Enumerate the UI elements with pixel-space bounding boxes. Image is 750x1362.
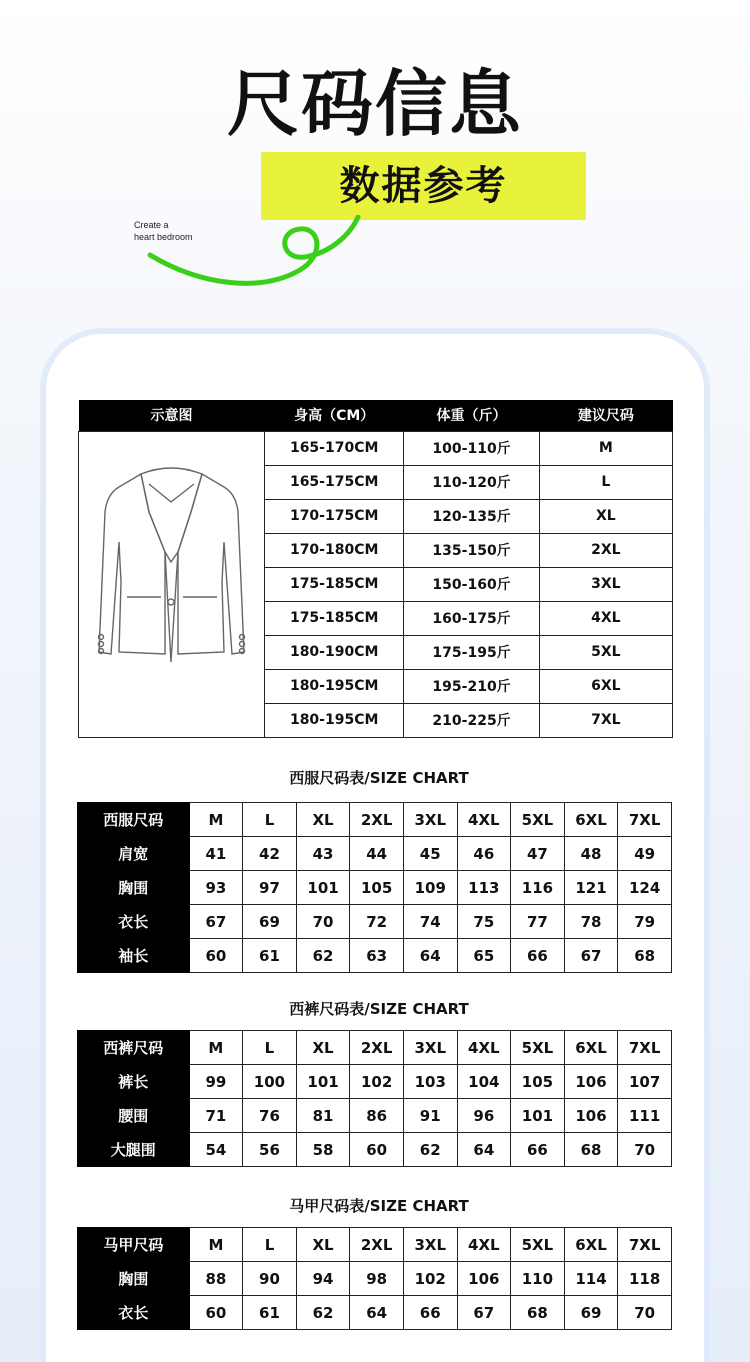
table-header-row: [79, 400, 673, 431]
brand-line-2: heart bedroom: [134, 232, 193, 242]
table-cell: 67: [564, 939, 618, 973]
table-cell: 4XL: [457, 1228, 511, 1262]
table-cell: 180-190CM: [265, 635, 404, 669]
table-cell: 5XL: [511, 1031, 565, 1065]
pants-chart-title: 西裤尺码表/SIZE CHART: [289, 1000, 469, 1018]
table-cell: 175-185CM: [265, 567, 404, 601]
table-cell: 107: [618, 1065, 672, 1099]
table-cell: 7XL: [618, 803, 672, 837]
row-label: 西裤尺码: [78, 1031, 190, 1065]
row-label: 袖长: [78, 939, 190, 973]
vest-size-table: [77, 1227, 672, 1330]
table-cell: 68: [618, 939, 672, 973]
header-height: 身高（CM）: [265, 400, 404, 431]
table-cell: 90: [243, 1262, 297, 1296]
table-cell: 60: [189, 1296, 243, 1330]
table-cell: 180-195CM: [265, 669, 404, 703]
table-cell: 64: [350, 1296, 404, 1330]
table-cell: 68: [564, 1133, 618, 1167]
table-cell: 118: [618, 1262, 672, 1296]
table-row: [78, 1262, 672, 1296]
table-cell: 76: [243, 1099, 297, 1133]
table-cell: 110: [511, 1262, 565, 1296]
brand-line-1: Create a: [134, 220, 169, 230]
table-cell: M: [189, 803, 243, 837]
table-cell: 116: [511, 871, 565, 905]
table-cell: 175-185CM: [265, 601, 404, 635]
table-cell: 62: [296, 1296, 350, 1330]
table-cell: 88: [189, 1262, 243, 1296]
table-cell: 62: [296, 939, 350, 973]
table-cell: 180-195CM: [265, 703, 404, 737]
table-cell: 124: [618, 871, 672, 905]
table-cell: 4XL: [457, 1031, 511, 1065]
table-cell: 67: [189, 905, 243, 939]
table-cell: 113: [457, 871, 511, 905]
table-cell: L: [243, 1228, 297, 1262]
table-cell: 68: [511, 1296, 565, 1330]
table-cell: M: [189, 1228, 243, 1262]
table-row: [78, 905, 672, 939]
table-cell: 105: [511, 1065, 565, 1099]
table-cell: 111: [618, 1099, 672, 1133]
table-cell: M: [189, 1031, 243, 1065]
table-cell: 2XL: [539, 533, 672, 567]
table-cell: 54: [189, 1133, 243, 1167]
table-cell: 79: [618, 905, 672, 939]
table-row: [79, 431, 673, 465]
table-cell: 6XL: [564, 803, 618, 837]
table-cell: 67: [457, 1296, 511, 1330]
row-label: 肩宽: [78, 837, 190, 871]
suit-chart-title: 西服尺码表/SIZE CHART: [289, 769, 469, 787]
table-cell: 78: [564, 905, 618, 939]
header-weight: 体重（斤）: [404, 400, 539, 431]
table-cell: 63: [350, 939, 404, 973]
table-cell: 106: [564, 1065, 618, 1099]
table-cell: 150-160斤: [404, 567, 539, 601]
table-cell: 47: [511, 837, 565, 871]
table-cell: 65: [457, 939, 511, 973]
blazer-sketch-icon: [79, 432, 264, 732]
table-cell: 42: [243, 837, 297, 871]
table-cell: 69: [564, 1296, 618, 1330]
table-row: [78, 1031, 672, 1065]
table-cell: 101: [296, 871, 350, 905]
table-row: [78, 1296, 672, 1330]
table-cell: XL: [296, 1031, 350, 1065]
table-cell: 5XL: [511, 1228, 565, 1262]
table-row: [78, 871, 672, 905]
table-cell: 165-170CM: [265, 431, 404, 465]
table-cell: 100-110斤: [404, 431, 539, 465]
table-cell: 5XL: [511, 803, 565, 837]
table-cell: 66: [403, 1296, 457, 1330]
table-cell: XL: [539, 499, 672, 533]
table-cell: 170-175CM: [265, 499, 404, 533]
table-cell: 69: [243, 905, 297, 939]
table-cell: 3XL: [403, 1228, 457, 1262]
table-cell: 109: [403, 871, 457, 905]
table-row: [78, 837, 672, 871]
blazer-sketch-cell: [79, 431, 265, 737]
row-label: 胸围: [78, 871, 190, 905]
row-label: 衣长: [78, 1296, 190, 1330]
table-cell: 170-180CM: [265, 533, 404, 567]
table-cell: L: [243, 1031, 297, 1065]
green-swirl-icon: [140, 215, 370, 295]
table-cell: 110-120斤: [404, 465, 539, 499]
table-cell: 96: [457, 1099, 511, 1133]
table-cell: 4XL: [539, 601, 672, 635]
table-cell: M: [539, 431, 672, 465]
table-cell: 48: [564, 837, 618, 871]
table-cell: 74: [403, 905, 457, 939]
table-row: [78, 1133, 672, 1167]
table-cell: 2XL: [350, 1031, 404, 1065]
row-label: 腰围: [78, 1099, 190, 1133]
table-cell: 3XL: [539, 567, 672, 601]
table-cell: 102: [350, 1065, 404, 1099]
row-label: 大腿围: [78, 1133, 190, 1167]
table-row: [78, 939, 672, 973]
table-cell: 4XL: [457, 803, 511, 837]
table-cell: 70: [618, 1133, 672, 1167]
page-title: 尺码信息: [226, 62, 523, 146]
table-cell: 49: [618, 837, 672, 871]
table-row: [78, 1099, 672, 1133]
table-cell: 175-195斤: [404, 635, 539, 669]
table-cell: 195-210斤: [404, 669, 539, 703]
row-label: 西服尺码: [78, 803, 190, 837]
table-cell: 6XL: [564, 1228, 618, 1262]
header-diagram: 示意图: [79, 400, 265, 431]
table-cell: 56: [243, 1133, 297, 1167]
table-cell: 70: [296, 905, 350, 939]
table-cell: XL: [296, 803, 350, 837]
table-cell: 101: [511, 1099, 565, 1133]
size-recommendation-table: [78, 400, 673, 738]
table-cell: 45: [403, 837, 457, 871]
table-cell: 106: [564, 1099, 618, 1133]
table-cell: 44: [350, 837, 404, 871]
table-cell: 114: [564, 1262, 618, 1296]
table-cell: 6XL: [539, 669, 672, 703]
table-cell: 62: [403, 1133, 457, 1167]
table-cell: 105: [350, 871, 404, 905]
table-cell: 58: [296, 1133, 350, 1167]
table-cell: 102: [403, 1262, 457, 1296]
table-cell: 86: [350, 1099, 404, 1133]
table-cell: 81: [296, 1099, 350, 1133]
suit-size-table: [77, 802, 672, 973]
table-cell: 66: [511, 939, 565, 973]
table-cell: 43: [296, 837, 350, 871]
table-cell: 104: [457, 1065, 511, 1099]
row-label: 衣长: [78, 905, 190, 939]
table-cell: 7XL: [618, 1228, 672, 1262]
table-cell: 106: [457, 1262, 511, 1296]
table-cell: L: [539, 465, 672, 499]
table-cell: 101: [296, 1065, 350, 1099]
table-cell: 5XL: [539, 635, 672, 669]
table-cell: 103: [403, 1065, 457, 1099]
table-cell: 93: [189, 871, 243, 905]
table-cell: 97: [243, 871, 297, 905]
table-cell: 61: [243, 1296, 297, 1330]
table-cell: 94: [296, 1262, 350, 1296]
table-cell: 60: [189, 939, 243, 973]
table-cell: XL: [296, 1228, 350, 1262]
table-cell: L: [243, 803, 297, 837]
table-cell: 210-225斤: [404, 703, 539, 737]
table-cell: 77: [511, 905, 565, 939]
table-cell: 41: [189, 837, 243, 871]
table-cell: 135-150斤: [404, 533, 539, 567]
table-cell: 2XL: [350, 1228, 404, 1262]
vest-chart-title: 马甲尺码表/SIZE CHART: [289, 1197, 469, 1215]
table-cell: 46: [457, 837, 511, 871]
table-cell: 75: [457, 905, 511, 939]
table-cell: 7XL: [539, 703, 672, 737]
table-cell: 99: [189, 1065, 243, 1099]
row-label: 裤长: [78, 1065, 190, 1099]
table-cell: 120-135斤: [404, 499, 539, 533]
table-cell: 3XL: [403, 1031, 457, 1065]
table-row: [78, 1065, 672, 1099]
table-cell: 160-175斤: [404, 601, 539, 635]
page-subtitle: 数据参考: [339, 163, 508, 209]
table-cell: 98: [350, 1262, 404, 1296]
table-cell: 72: [350, 905, 404, 939]
header-size: 建议尺码: [539, 400, 672, 431]
table-cell: 64: [403, 939, 457, 973]
table-cell: 6XL: [564, 1031, 618, 1065]
table-cell: 7XL: [618, 1031, 672, 1065]
table-cell: 3XL: [403, 803, 457, 837]
table-cell: 91: [403, 1099, 457, 1133]
row-label: 马甲尺码: [78, 1228, 190, 1262]
table-cell: 60: [350, 1133, 404, 1167]
table-cell: 66: [511, 1133, 565, 1167]
table-cell: 165-175CM: [265, 465, 404, 499]
table-cell: 61: [243, 939, 297, 973]
table-row: [78, 1228, 672, 1262]
table-cell: 100: [243, 1065, 297, 1099]
table-cell: 71: [189, 1099, 243, 1133]
pants-size-table: [77, 1030, 672, 1167]
row-label: 胸围: [78, 1262, 190, 1296]
table-row: [78, 803, 672, 837]
table-cell: 64: [457, 1133, 511, 1167]
table-cell: 2XL: [350, 803, 404, 837]
table-cell: 121: [564, 871, 618, 905]
table-cell: 70: [618, 1296, 672, 1330]
